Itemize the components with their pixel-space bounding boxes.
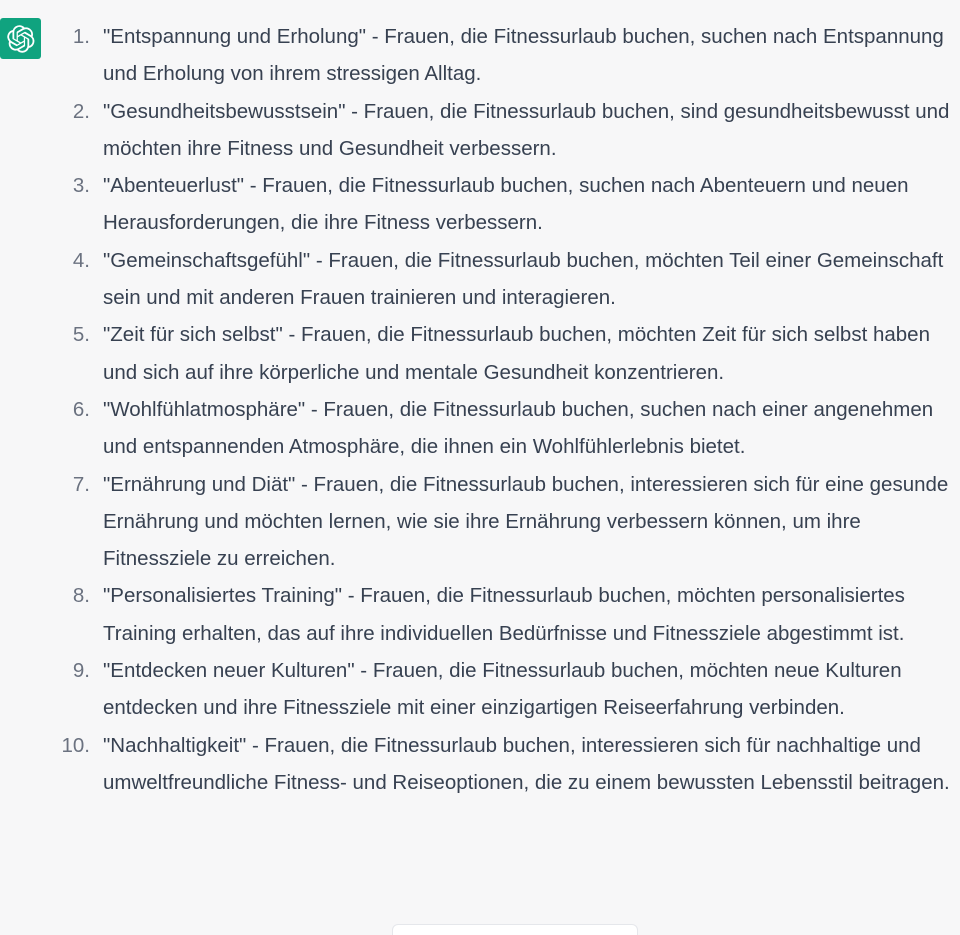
list-item-number: 7.: [72, 472, 90, 496]
list-item-number: 10.: [61, 733, 90, 757]
assistant-avatar: [0, 18, 41, 59]
list-item-text: "Nachhaltigkeit" - Frauen, die Fitnessurlaub buchen, interessieren sich für nachhaltige und umweltfreundliche Fitness- und Reiseoptionen, die zu einem bewussten Lebensstil beitragen.: [103, 733, 950, 794]
list-item-text: "Personalisiertes Training" - Frauen, die Fitnessurlaub buchen, möchten personalisiertes Training erhalten, das auf ihre individuellen Bedürfnisse und Fitnessziele abgestimmt ist.: [103, 584, 905, 645]
list-item-text: "Gesundheitsbewusstsein" - Frauen, die Fitnessurlaub buchen, sind gesundheitsbewusst und möchten ihre Fitness und Gesundheit verbessern.: [103, 99, 950, 160]
list-item-text: "Wohlfühlatmosphäre" - Frauen, die Fitnessurlaub buchen, suchen nach einer angenehmen und entspannenden Atmosphäre, die ihnen ein Wohlfühlerlebnis bietet.: [103, 397, 934, 459]
list-item-text: "Gemeinschaftsgefühl" - Frauen, die Fitnessurlaub buchen, möchten Teil einer Gemeinschaft sein und mit anderen Frauen trainieren und interagieren.: [103, 248, 944, 310]
list-item: [60, 391, 950, 466]
list-item-number: 8.: [72, 584, 90, 608]
list-item: [60, 652, 950, 727]
list-item-number: 9.: [72, 659, 90, 683]
openai-logo-icon: [7, 25, 35, 53]
list-item-number: 1.: [72, 25, 90, 48]
list-item-number: 2.: [72, 99, 90, 123]
list-item-text: "Abenteuerlust" - Frauen, die Fitnessurlaub buchen, suchen nach Abenteuern und neuen Herausforderungen, die ihre Fitness verbessern.: [103, 174, 909, 235]
list-item: [60, 577, 950, 652]
list-item: [60, 466, 950, 578]
list-item: [60, 18, 950, 93]
numbered-answer-list: [60, 18, 950, 801]
regenerate-button[interactable]: [392, 924, 638, 935]
list-item-text: "Zeit für sich selbst" - Frauen, die Fitnessurlaub buchen, möchten Zeit für sich selbst haben und sich auf ihre körperliche und mentale Gesundheit konzentrieren.: [103, 323, 930, 384]
list-item: [60, 93, 950, 168]
list-item-number: 3.: [72, 174, 90, 198]
list-item-number: 5.: [72, 323, 90, 347]
list-item-text: "Entspannung und Erholung" - Frauen, die Fitnessurlaub buchen, suchen nach Entspannung und Erholung von ihrem stressigen Alltag.: [103, 25, 944, 86]
list-item-number: 6.: [72, 397, 90, 421]
list-item-text: "Ernährung und Diät" - Frauen, die Fitnessurlaub buchen, interessieren sich für eine gesunde Ernährung und möchten lernen, wie sie ihre Ernährung verbessern können, um ihre Fitnessziele zu erreichen.: [103, 472, 949, 571]
list-item: [60, 167, 950, 242]
list-item: [60, 316, 950, 391]
list-item: [60, 242, 950, 317]
list-item-number: 4.: [72, 248, 90, 272]
list-item: [60, 727, 950, 802]
list-item-text: "Entdecken neuer Kulturen" - Frauen, die Fitnessurlaub buchen, möchten neue Kulturen entdecken und ihre Fitnessziele mit einer einzigartigen Reiseerfahrung verbinden.: [103, 659, 902, 720]
